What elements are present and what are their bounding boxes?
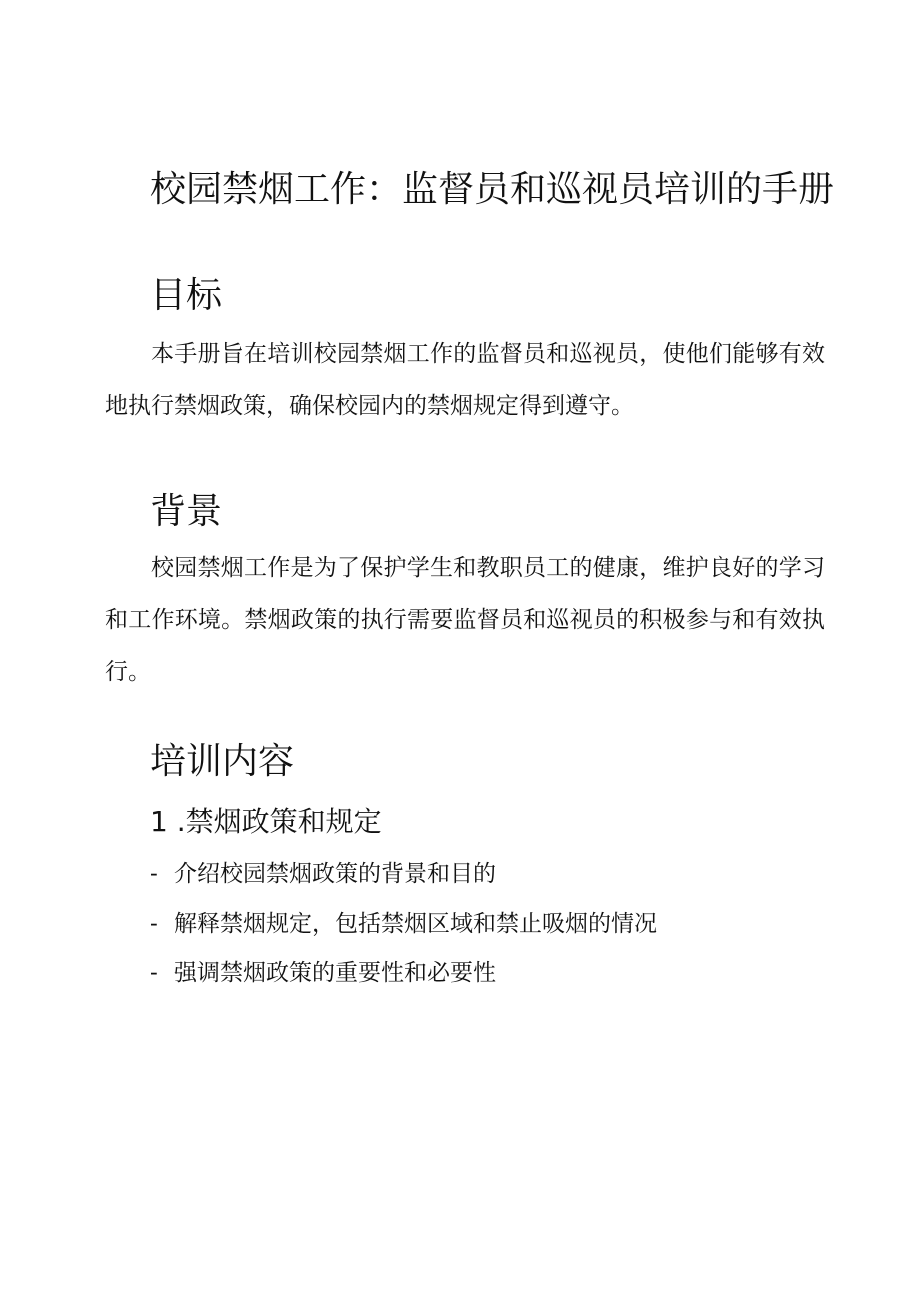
section-heading-background: 背景 — [150, 491, 223, 532]
bullet-marker: - — [150, 861, 158, 887]
subsection-heading: 1 .禁烟政策和规定 — [150, 805, 382, 838]
list-item-text: 介绍校园禁烟政策的背景和目的 — [174, 861, 496, 887]
list-item — [150, 856, 496, 892]
list-item — [150, 906, 657, 942]
section-paragraph-goal: 本手册旨在培训校园禁烟工作的监督员和巡视员，使他们能够有效地执行禁烟政策，确保校园内的禁烟规定得到遵守。 — [105, 341, 825, 419]
section-heading-goal: 目标 — [150, 275, 223, 316]
list-item-text: 强调禁烟政策的重要性和必要性 — [174, 960, 496, 986]
list-item-text: 解释禁烟规定，包括禁烟区域和禁止吸烟的情况 — [174, 911, 657, 937]
section-heading-training: 培训内容 — [150, 741, 295, 782]
list-item — [150, 955, 496, 991]
bullet-marker: - — [150, 960, 158, 986]
bullet-marker: - — [150, 911, 158, 937]
section-paragraph-background: 校园禁烟工作是为了保护学生和教职员工的健康，维护良好的学习和工作环境。禁烟政策的执行需要监督员和巡视员的积极参与和有效执行。 — [105, 555, 825, 685]
document-title: 校园禁烟工作：监督员和巡视员培训的手册 — [150, 169, 835, 210]
